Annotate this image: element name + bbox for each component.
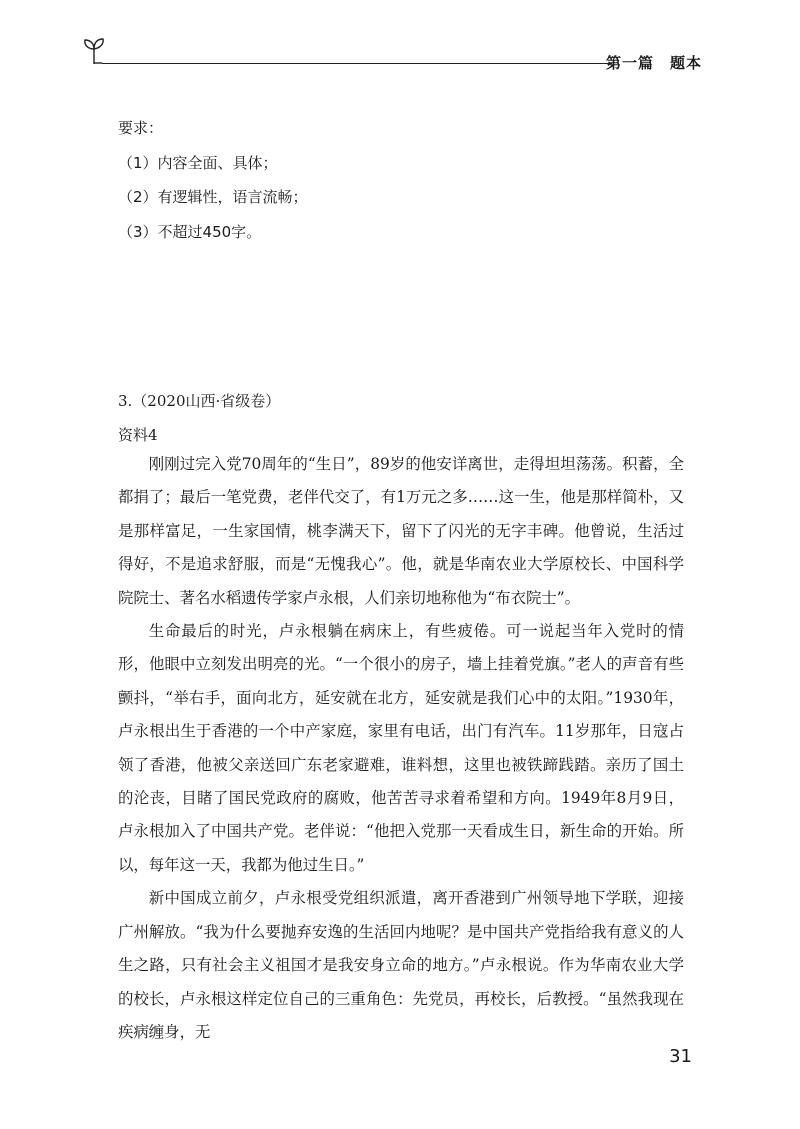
requirement-item: （3）不超过450字。 bbox=[118, 222, 262, 241]
question-number: 3.（2020山西·省级卷） bbox=[118, 392, 281, 410]
section-title: 第一篇 题本 bbox=[605, 54, 702, 72]
requirement-item: （2）有逻辑性，语言流畅； bbox=[118, 188, 308, 206]
paragraph: 刚刚过完入党70周年的“生日”，89岁的他安详离世，走得坦坦荡荡。积蓄，全都捐了；最后一笔党费，老伴代交了，有1万元之多……这一生，他是那样简朴，又是那样富足，一生家国情，桃李满天下，留下了闪光的无字丰碑。他曾说，生活过得好，不是追求舒服，而是“无愧我心”。他，就是华南农业大学原校长、中国科学院院士、著名水稻遗传学家卢永根，人们亲切地称他为“布衣院士”。 bbox=[118, 455, 684, 607]
material-body bbox=[118, 448, 684, 1049]
page-header bbox=[82, 36, 702, 76]
paragraph: 新中国成立前夕，卢永根受党组织派遣，离开香港到广州领导地下学联，迎接广州解放。“我为什么要抛弃安逸的生活回内地呢？是中国共产党指给我有意义的人生之路，只有社会主义祖国才是我安身立命的地方。”卢永根说。作为华南农业大学的校长，卢永根这样定位自己的三重角色：先党员，再校长，后教授。“虽然我现在疾病缠身，无 bbox=[118, 889, 684, 1041]
header-rule bbox=[102, 63, 610, 64]
sprout-icon bbox=[82, 36, 110, 66]
page-number: 31 bbox=[669, 1046, 692, 1067]
material-label: 资料4 bbox=[118, 426, 158, 444]
requirements-block bbox=[118, 111, 308, 249]
question-header bbox=[118, 384, 280, 452]
paragraph: 生命最后的时光，卢永根躺在病床上，有些疲倦。可一说起当年入党时的情形，他眼中立刻发出明亮的光。“一个很小的房子，墙上挂着党旗。”老人的声音有些颤抖，“举右手，面向北方，延安就在北方，延安就是我们心中的太阳。”1930年，卢永根出生于香港的一个中产家庭，家里有电话，出门有汽车。11岁那年，日寇占领了香港，他被父亲送回广东老家避难，谁料想，这里也被铁蹄践踏。亲历了国土的沦丧，目睹了国民党政府的腐败，他苦苦寻求着希望和方向。1949年8月9日，卢永根加入了中国共产党。老伴说：“他把入党那一天看成生日，新生命的开始。所以，每年这一天，我都为他过生日。” bbox=[118, 622, 684, 874]
requirement-item: （1）内容全面、具体； bbox=[118, 153, 278, 172]
requirements-title: 要求： bbox=[118, 119, 164, 137]
